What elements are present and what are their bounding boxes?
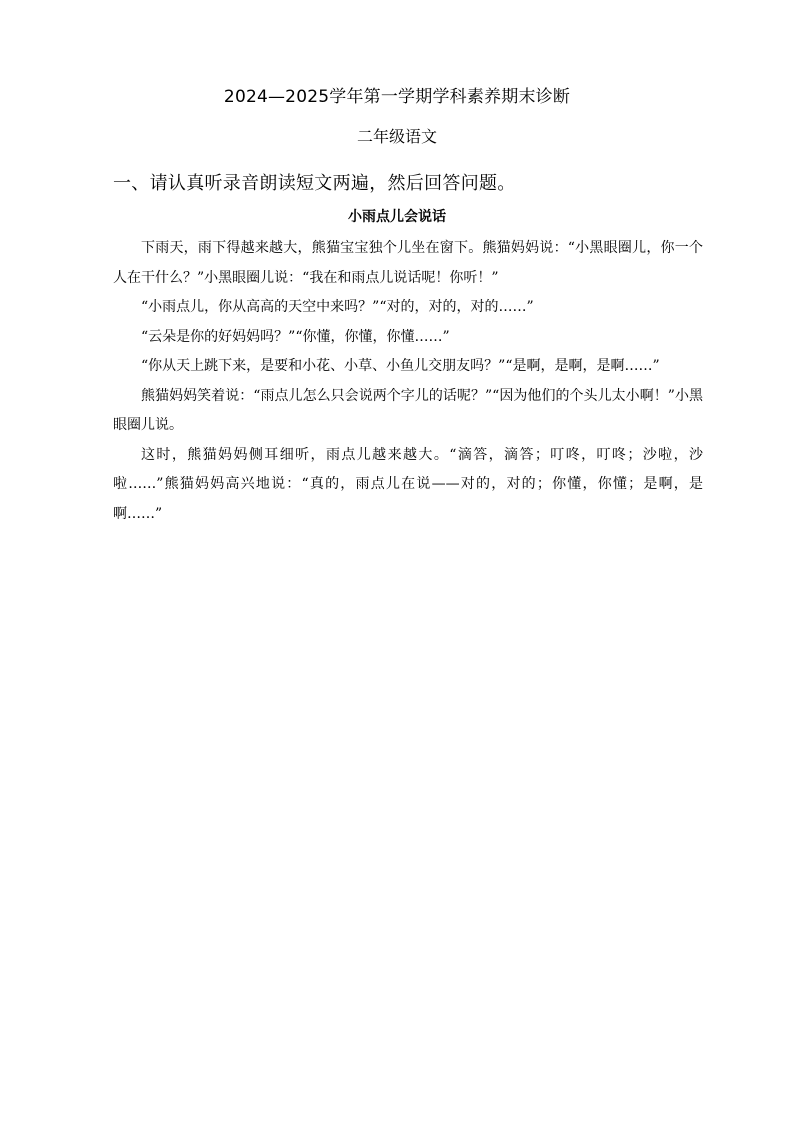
story-paragraph: 熊猫妈妈笑着说：“雨点儿怎么只会说两个字儿的话呢？”“因为他们的个头儿太小啊！”小黑眼圈儿说。 bbox=[113, 387, 703, 433]
story-body bbox=[113, 234, 703, 529]
story-paragraph: “云朵是你的好妈妈吗？”“你懂，你懂，你懂……” bbox=[141, 328, 450, 345]
story-paragraph: “你从天上跳下来，是要和小花、小草、小鱼儿交朋友吗？”“是啊，是啊，是啊……” bbox=[141, 358, 660, 374]
exam-title: 2024—2025学年第一学期学科素养期末诊断 bbox=[223, 87, 571, 107]
story-paragraph: 下雨天，雨下得越来越大，熊猫宝宝独个儿坐在窗下。熊猫妈妈说：“小黑眼圈儿，你一个人在干什么？”小黑眼圈儿说：“我在和雨点儿说话呢！你听！” bbox=[113, 240, 703, 286]
section-heading: 一、请认真听录音朗读短文两遍，然后回答问题。 bbox=[113, 173, 516, 194]
exam-subtitle: 二年级语文 bbox=[356, 127, 437, 146]
story-paragraph: 这时，熊猫妈妈侧耳细听，雨点儿越来越大。“滴答，滴答；叮咚，叮咚；沙啦，沙啦……”熊猫妈妈高兴地说：“真的，雨点儿在说——对的，对的；你懂，你懂；是啊，是啊……” bbox=[113, 446, 703, 522]
story-title: 小雨点儿会说话 bbox=[348, 209, 446, 225]
story-paragraph: “小雨点儿，你从高高的天空中来吗？”“对的，对的，对的……” bbox=[141, 299, 534, 315]
